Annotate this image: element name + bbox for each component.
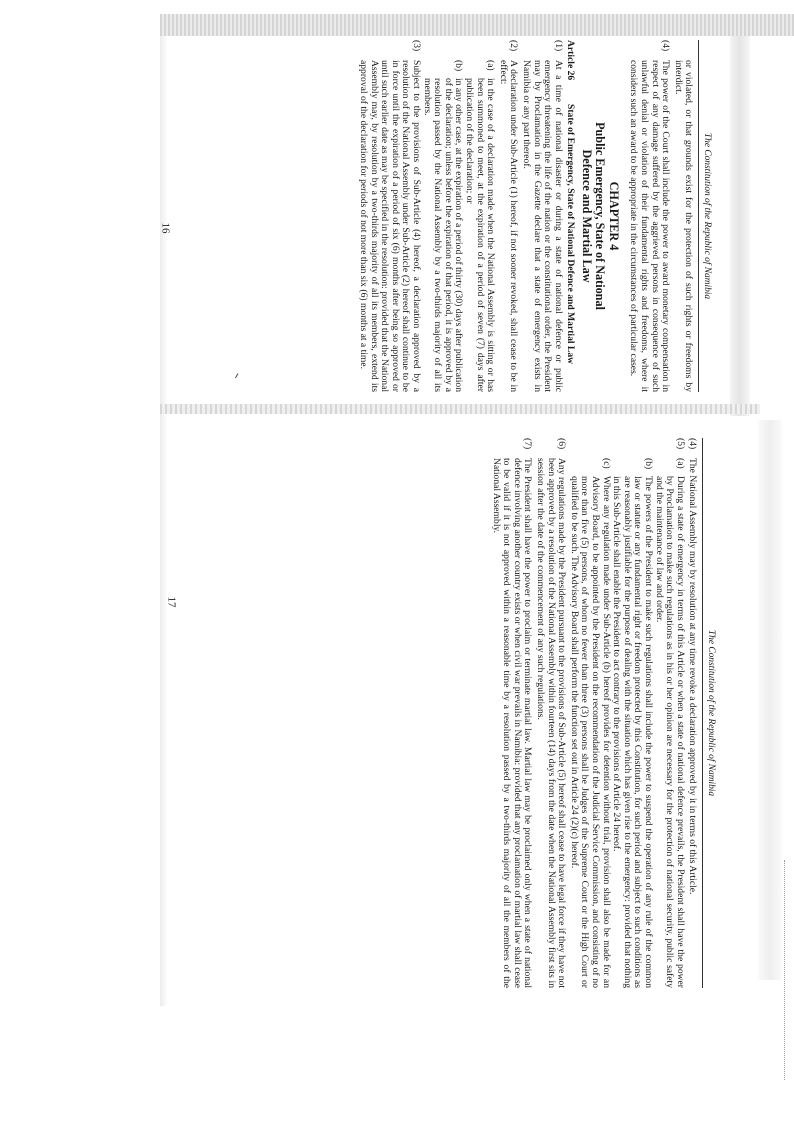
article-title: State of Emergency, State of National Defence and Martial Law bbox=[565, 104, 577, 365]
page-number-17: 17 bbox=[165, 596, 178, 608]
page-16 bbox=[355, 40, 712, 392]
subarticle-5: (5) (a) During a state of emergency in terms of this Article or when a state of national defence prevails, the President shall have the power by Proclamation to make such regulations as in his or her opinion are necessary for the protection of national security, public safety and the maintenance of law and order. (b) The powers of the President to make such regulations shall include the power to suspend the operation of any rule of the common law or statute or any fundamental right or freedom protected by this Constitution, for such period and subject to such conditions as are reasonably justifiable for the purpose of dealing with the situation which has given rise to the emergency: provided that nothing in this Sub-Article shall enable the President to act contrary to the provisions of Article 24 hereof. (c) Where any regulation made under Sub-Article (b) hereof provides for detention without trial, provision shall also be made for an Advisory Board, to be appointed by the President on the recommendation of the Judicial Service Commission, and consisting of no more than five (5) persons, of whom no fewer than three (3) persons shall be Judges of the Supreme Court or the High Court or qualified to be such. The Advisory Board shall perform the function set out in Article 24 (2)(c) hereof. bbox=[568, 438, 686, 988]
page-fold-shadow bbox=[730, 36, 750, 416]
subarticle-1: (1) At a time of national disaster or during a state of national defence or public emergency threatening the life of the nation or the constitutional order, the President may by Proclamation in the Gazette declare that a state of emergency exists in Namibia or any part thereof. bbox=[520, 40, 564, 392]
subarticle-6: (6) Any regulations made by the President pursuant to the provisions of Sub-Article (5) hereof shall cease to have legal force if they have not been approved by a resolution of the National Assembly within fourteen (14) days from the date when the National Assembly first sits in session after the date of the commencement of any such regulations. bbox=[535, 438, 568, 988]
subarticle-7: (7) The President shall have the power to proclaim or terminate martial law. Martial law may be proclaimed only when a state of national defence involving another country exists or when civil war prevails in Namibia: provided that any proclamation of martial law shall cease to be valid if it is not approved within a reasonable time by a resolution passed by a two-thirds majority of all the members of the National Assembly. bbox=[490, 438, 534, 988]
page-divider-band bbox=[160, 404, 760, 414]
subarticle-2: (2) A declaration under Sub-Article (1) hereof, if not sooner revoked, shall cease to be in effect: bbox=[497, 40, 520, 392]
subarticle-4: (4) The National Assembly may by resolution at any time revoke a declaration approved by it in terms of this Article. bbox=[687, 438, 699, 895]
chapter-heading bbox=[579, 40, 620, 392]
subarticle-5b: (b) The powers of the President to make such regulations shall include the power to suspend the operation of any rule of the common law or statute or any fundamental right or freedom protected by this Constitution, for such period and subject to such conditions as are reasonably justifiable for the purpose of dealing with the situation which has given rise to the emergency: provided that nothing in this Sub-Article shall enable the President to act contrary to the provisions of Article 24 hereof. bbox=[611, 458, 655, 988]
page-fold-shadow-lower bbox=[758, 420, 782, 980]
page-number-16: 16 bbox=[159, 222, 172, 234]
running-header: The Constitution of the Republic of Namibia bbox=[702, 438, 716, 988]
continuation-paragraph: or violated, or that grounds exist for the protection of such rights or freedoms by interdict. bbox=[672, 60, 695, 392]
chapter-subtitle-1: Public Emergency, State of National bbox=[593, 122, 608, 310]
subarticle-2a: (a) in the case of a declaration made when the National Assembly is sitting or has been summoned to meet, at the expiration of a period of seven (7) days after publication of the declaration; or bbox=[464, 60, 497, 392]
scan-edge-top bbox=[160, 14, 794, 36]
margin-marks bbox=[784, 860, 789, 1080]
chapter-title: CHAPTER 4 bbox=[606, 181, 621, 251]
article-heading bbox=[565, 40, 576, 392]
subarticle-5a: (a) During a state of emergency in terms of this Article or when a state of national defence prevails, the President shall have the power by Proclamation to make such regulations as in his or her opinion are necessary for the protection of national security, public safety and the maintenance of law and order. bbox=[653, 458, 686, 988]
paragraph-4: (4) The power of the Court shall include the power to award monetary compensation in respect of any damage suffered by the aggrieved persons in consequence of such unlawful denial or violation of their fundamental rights and freedoms, where it considers such an award to be appropriate in the circumstances of particular cases. bbox=[628, 40, 672, 392]
chapter-subtitle-2: Defence and Martial Law bbox=[579, 149, 594, 283]
subarticle-2b: (b) in any other case, at the expiration of a period of thirty (30) days after publication of the declaration; unless before the expiration of that period, it is approved by a resolution passed by the National Assembly by a two-thirds majority of all its members. bbox=[421, 60, 465, 392]
subarticle-3: (3) Subject to the provisions of Sub-Article (4) hereof, a declaration approved by a resolution of the National Assembly under Sub-Article (2) hereof shall continue to be in force until the expiration of a period of six (6) months after being so approved or until such earlier date as may be specified in the resolution: provided that the National Assembly may, by resolution by a two-thirds majority of all its members, extend its approval of the declaration for periods of not more than six (6) months at a time. bbox=[358, 40, 423, 392]
running-header: The Constitution of the Republic of Namibia bbox=[698, 40, 712, 392]
article-label: Article 26 bbox=[565, 40, 577, 81]
page-17 bbox=[488, 438, 716, 988]
scan-mark bbox=[235, 373, 241, 379]
scan-edge-left bbox=[160, 36, 168, 1006]
subarticle-5c: (c) Where any regulation made under Sub-Article (b) hereof provides for detention without trial, provision shall also be made for an Advisory Board, to be appointed by the President on the recommendation of the Judicial Service Commission, and consisting of no more than five (5) persons, of whom no fewer than three (3) persons shall be Judges of the Supreme Court or the High Court or qualified to be such. The Advisory Board shall perform the function set out in Article 24 (2)(c) hereof. bbox=[568, 458, 612, 988]
